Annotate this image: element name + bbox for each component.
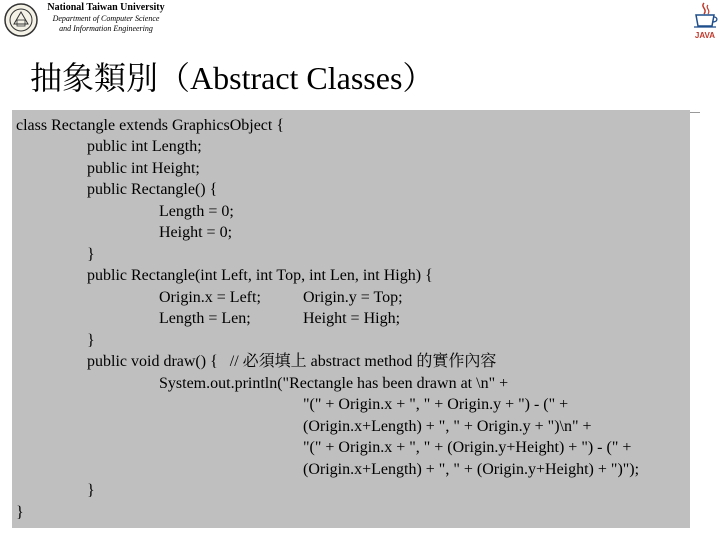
code-block <box>12 110 690 528</box>
code-line: Origin.y = Top; <box>303 289 403 306</box>
code-line: Length = Len; <box>159 310 251 327</box>
code-line: System.out.println("Rectangle has been drawn at \n" + <box>159 375 509 392</box>
java-cup-icon <box>690 0 720 40</box>
code-line: } <box>87 332 95 349</box>
slide-title: 抽象類別（Abstract Classes） <box>30 60 435 96</box>
code-line: (Origin.x+Length) + ", " + Origin.y + ")\n" + <box>303 418 592 435</box>
java-logo <box>690 0 720 40</box>
code-line: } <box>87 482 95 499</box>
code-line: } <box>16 504 24 521</box>
java-logo-text: JAVA <box>694 31 716 40</box>
code-line: Length = 0; <box>159 203 234 220</box>
code-line: } <box>87 246 95 263</box>
code-line: "(" + Origin.x + ", " + (Origin.y+Height) + ") - (" + <box>303 439 632 456</box>
code-line: public int Length; <box>87 138 202 155</box>
code-line: Height = 0; <box>159 224 233 241</box>
code-line: public Rectangle() { <box>87 181 218 198</box>
code-line: public void draw() { // 必須填上 abstract method 的實作內容 <box>87 353 497 370</box>
code-line: Height = High; <box>303 310 401 327</box>
university-name: National Taiwan University <box>47 2 165 13</box>
code-line: "(" + Origin.x + ", " + Origin.y + ") - (" + <box>303 396 569 413</box>
code-line: Origin.x = Left; <box>159 289 261 306</box>
seal-icon <box>3 2 39 38</box>
department-line-2: and Information Engineering <box>59 24 153 33</box>
university-header <box>36 2 176 34</box>
code-line: (Origin.x+Length) + ", " + (Origin.y+Height) + ")"); <box>303 461 640 478</box>
department-line-1: Department of Computer Science <box>52 14 160 23</box>
ntu-seal-logo <box>3 2 39 38</box>
code-line: class Rectangle extends GraphicsObject { <box>16 117 285 134</box>
code-line: public int Height; <box>87 160 200 177</box>
code-line: public Rectangle(int Left, int Top, int Len, int High) { <box>87 267 433 284</box>
